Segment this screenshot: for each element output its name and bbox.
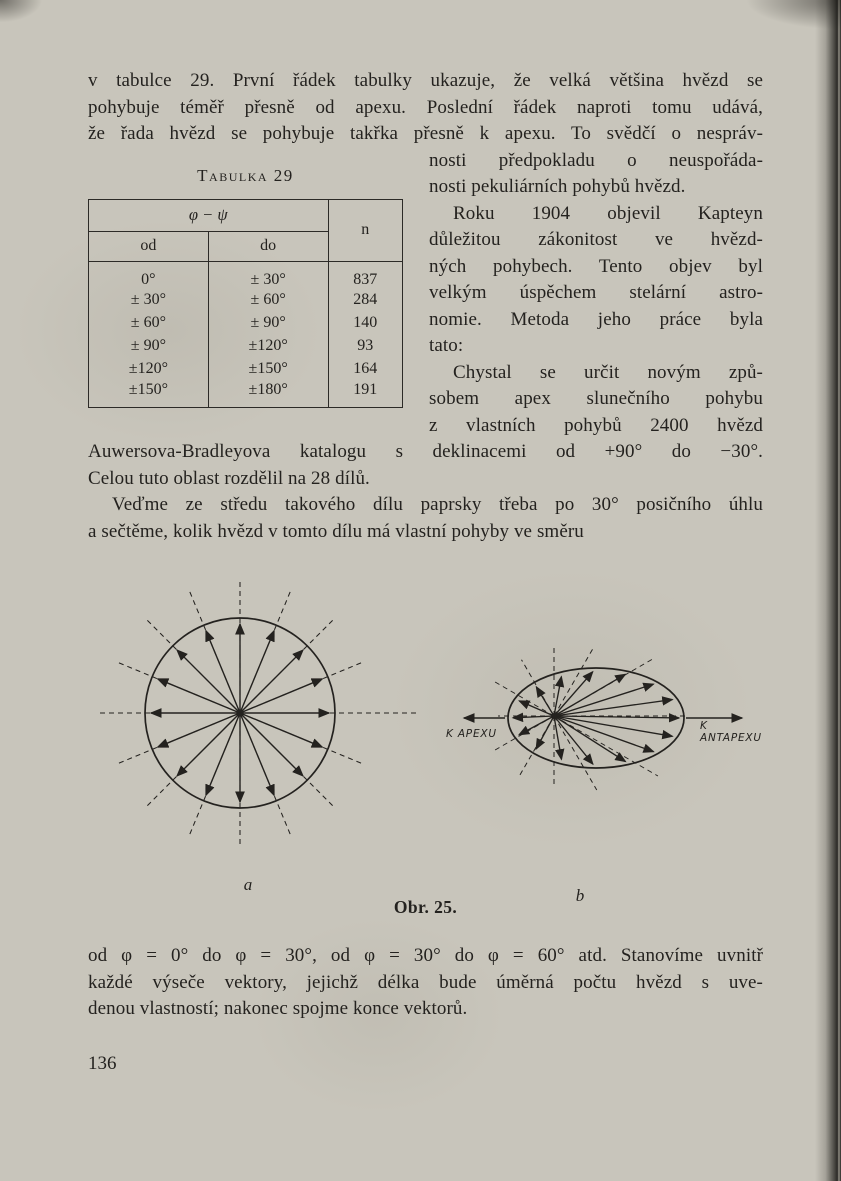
table-cell: 164 bbox=[353, 360, 378, 377]
text-column-right bbox=[429, 148, 763, 440]
apex-direction-label: K APEXU bbox=[446, 728, 497, 740]
table-cell: ±120° bbox=[89, 358, 209, 381]
table-cell: ±120° bbox=[208, 335, 328, 358]
table-cell: 191 bbox=[353, 380, 378, 398]
paragraph-vedme: Veďme ze středu takového dílu paprsky třeba po 30° posičního úhlu a sečtěme, kolik hvězd v tomto dílu má vlastní pohyby ve směru bbox=[88, 494, 763, 542]
table-cell: ± 60° bbox=[89, 312, 209, 335]
table-header-n: n bbox=[328, 199, 403, 261]
table-29 bbox=[88, 199, 403, 408]
table-header-od: od bbox=[89, 231, 209, 261]
table-row bbox=[89, 358, 403, 381]
isotropic-vectors-diagram-svg bbox=[88, 561, 433, 871]
paragraph-bottom: od φ = 0° do φ = 30°, od φ = 30° do φ = 60° atd. Stanovíme uvnitř každé výseče vektory, jejichž délka bude úměrná počtu hvězd s uve- denou vlastností; nakonec spojme konce vektorů. bbox=[88, 945, 763, 1019]
table-cell: ±180° bbox=[208, 381, 328, 408]
table-body bbox=[89, 261, 403, 407]
paragraph-wrap-continuation: nosti předpokladu o neuspořáda- nosti pekuliárních pohybů hvězd. bbox=[429, 149, 763, 197]
paragraph-intro: v tabulce 29. První řádek tabulky ukazuje, že velká většina hvězd se pohybuje téměř přesně od apexu. Poslední řádek naproti tomu udává, že řada hvězd se pohybuje takřka přesně k apexu. To svědčí o nespráv- bbox=[88, 70, 763, 144]
page-number: 136 bbox=[88, 1052, 117, 1074]
middle-section bbox=[88, 148, 763, 440]
table-block bbox=[88, 148, 403, 440]
figure-caption: Obr. 25. bbox=[393, 897, 458, 917]
paragraph-chystal: Chystal se určit novým způ- sobem apex slunečního pohybu z vlastních pohybů 2400 hvězd bbox=[429, 361, 763, 436]
table-row bbox=[89, 335, 403, 358]
table-header-phi-psi: φ − ψ bbox=[89, 199, 329, 231]
paragraph-roku-1904: Roku 1904 objevil Kapteyn důležitou zákonitost ve hvězd- ných pohybech. Tento objev byl velkým úspěchem stelární astro- nomie. Metoda jeho práce byla tato: bbox=[429, 202, 763, 356]
antapex-direction-label: K ANTAPEXU bbox=[700, 720, 762, 744]
table-row bbox=[89, 381, 403, 408]
table-cell: ± 30° bbox=[208, 261, 328, 289]
figure-obr-25 bbox=[88, 561, 763, 929]
paragraph-auwers: Auwersova-Bradleyova katalogu s deklinacemi od +90° do −30°. Celou tuto oblast rozdělil na 28 dílů. bbox=[88, 441, 763, 489]
table-cell: 837 bbox=[353, 270, 378, 288]
figure-label-b: b bbox=[575, 886, 585, 905]
table-head bbox=[89, 199, 403, 261]
table-header-do: do bbox=[208, 231, 328, 261]
page-edge-shadow bbox=[815, 0, 841, 1181]
figure-label-a: a bbox=[243, 875, 253, 894]
table-cell: ± 90° bbox=[89, 335, 209, 358]
table-cell: ± 60° bbox=[208, 289, 328, 312]
table-row bbox=[89, 289, 403, 312]
table-cell: ±150° bbox=[208, 358, 328, 381]
table-cell: ±150° bbox=[89, 381, 209, 408]
table-cell: 0° bbox=[89, 261, 209, 289]
table-caption: Tabulka 29 bbox=[197, 165, 294, 185]
table-row bbox=[89, 312, 403, 335]
table-cell: 140 bbox=[353, 314, 378, 331]
table-cell: 93 bbox=[357, 337, 374, 354]
table-cell: 284 bbox=[353, 291, 378, 308]
table-row bbox=[89, 261, 403, 289]
table-cell: ± 90° bbox=[208, 312, 328, 335]
table-cell: ± 30° bbox=[89, 289, 209, 312]
table-header-row-group bbox=[89, 199, 403, 231]
